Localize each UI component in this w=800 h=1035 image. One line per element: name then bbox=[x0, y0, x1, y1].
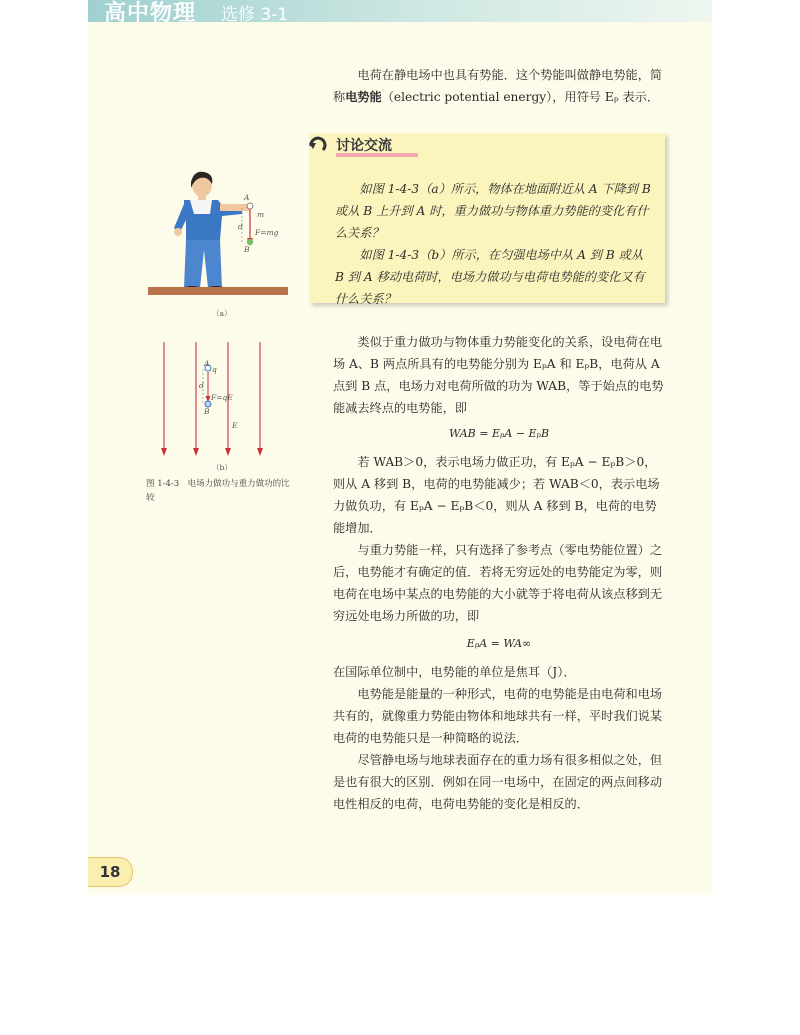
fig-b-label-A: A bbox=[204, 359, 210, 368]
discussion-q2: 如图 1-4-3（b）所示，在匀强电场中从 A 到 B 或从 B 到 A 移动电荷时，电场力做功与电荷电势能的变化又有什么关系？ bbox=[335, 248, 645, 306]
discussion-q1: 如图 1-4-3（a）所示，物体在地面附近从 A 下降到 B 或从 B 上升到 A 时，重力做功与物体重力势能的变化有什么关系？ bbox=[335, 182, 651, 240]
equation-2: EₚA = WA∞ bbox=[466, 637, 532, 650]
equation-1: WAB = EₚA − EₚB bbox=[448, 427, 550, 440]
fig-b-label-qE: F=qE bbox=[211, 393, 233, 402]
intro-suffix: （electric potential energy），用符号 Eₚ 表示． bbox=[381, 90, 660, 104]
intro-line2 bbox=[333, 86, 665, 108]
page-number: 18 bbox=[88, 857, 133, 887]
fig-a-label-d: d bbox=[238, 222, 243, 231]
fig-b-label-q: q bbox=[212, 365, 217, 374]
fig-b-label-d: d bbox=[199, 381, 204, 390]
paragraph-4: 在国际单位制中，电势能的单位是焦耳（J）． bbox=[333, 665, 576, 679]
discussion-text bbox=[335, 178, 655, 310]
book-subtitle: 选修 3-1 bbox=[221, 5, 289, 25]
paragraph-5: 电势能是能量的一种形式，电荷的电势能是由电荷和电场共有的，就像重力势能由物体和地球共有一样，平时我们说某电荷的电势能只是一种简略的说法． bbox=[333, 687, 663, 745]
discussion-title bbox=[308, 135, 392, 155]
figure-caption: 图 1-4-3 电场力做功与重力做功的比较 bbox=[146, 479, 290, 503]
paragraph-3: 与重力势能一样，只有选择了参考点（零电势能位置）之后，电势能才有确定的值．若将无穷远处的电势能定为零，则电荷在电场中某点的电势能的大小就等于将电荷从该点移到无穷远处电场力所做的功，即 bbox=[333, 543, 663, 623]
fig-b-label-E: E bbox=[232, 421, 238, 430]
fig-a-label-A: A bbox=[244, 193, 250, 202]
intro-line1: 电荷在静电场中也具有势能．这个势能叫做静电势能，简 bbox=[357, 68, 663, 82]
figure-a-caption: （a） bbox=[212, 309, 232, 318]
term-potential-energy: 电势能 bbox=[345, 90, 382, 104]
intro-prefix: 称 bbox=[333, 90, 346, 104]
book-title: 高中物理 bbox=[104, 1, 197, 26]
figure-b-caption: （b） bbox=[212, 463, 232, 472]
fig-a-label-mg: F=mg bbox=[255, 228, 279, 237]
intro-text bbox=[333, 64, 665, 108]
discussion-icon bbox=[308, 136, 330, 154]
paragraph-2: 若 WAB＞0，表示电场力做正功，有 EₚA − EₚB＞0，则从 A 移到 B，电荷的电势能减少；若 WAB＜0，表示电场力做负功，有 EₚA − EₚB＜0，则从 A 移到 B，电荷的电势能增加． bbox=[333, 455, 660, 535]
discussion-title-text: 讨论交流 bbox=[336, 138, 392, 154]
paragraph-6: 尽管静电场与地球表面存在的重力场有很多相似之处，但是也有很大的区别．例如在同一电场中，在固定的两点间移动电性相反的电荷，电荷电势能的变化是相反的． bbox=[333, 753, 663, 811]
paragraph-1: 类似于重力做功与物体重力势能变化的关系，设电荷在电场 A、B 两点所具有的电势能分别为 EₚA 和 EₚB，电荷从 A 点到 B 点，电场力对电荷所做的功为 WAB，等于始点的电势能减去终点的电势能，即 bbox=[333, 335, 664, 415]
fig-a-label-m: m bbox=[257, 210, 265, 219]
fig-a-label-B: B bbox=[244, 245, 250, 254]
main-text bbox=[333, 331, 665, 815]
fig-b-label-B: B bbox=[204, 407, 210, 416]
ground-floor bbox=[148, 287, 288, 295]
